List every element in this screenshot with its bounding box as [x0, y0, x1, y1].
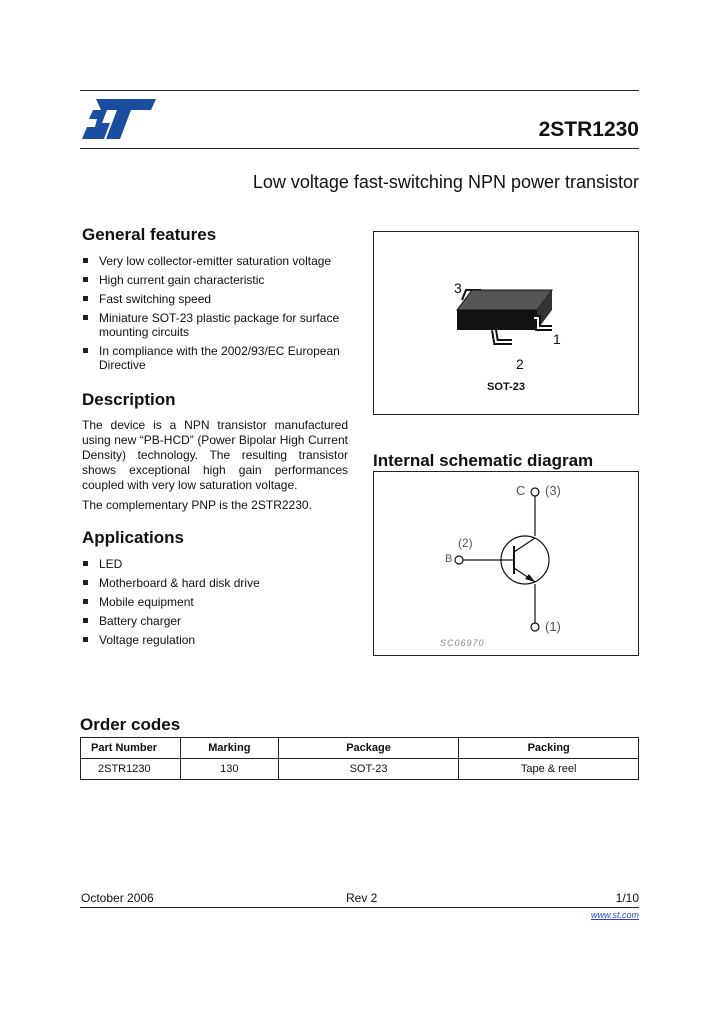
feature-item: High current gain characteristic: [82, 273, 352, 287]
st-logo: [80, 97, 158, 142]
description-heading: Description: [82, 390, 176, 409]
footer-revision: Rev 2: [346, 891, 378, 905]
order-codes-heading: Order codes: [80, 715, 181, 734]
table-cell: 130: [180, 759, 278, 780]
package-caption: SOT-23: [487, 381, 525, 393]
pin-label-3: 3: [454, 280, 462, 296]
application-item: Battery charger: [82, 614, 342, 628]
table-row: [81, 759, 639, 780]
package-figure: [373, 231, 639, 415]
description-paragraph: The device is a NPN transistor manufactured using new “PB-HCD” (Power Bipolar High Current Density) technology. The resulting transistor shows exceptional high gain performances coupled with very low saturation voltage.: [82, 418, 348, 492]
diagram-code: SC06970: [440, 638, 485, 648]
column-header: Packing: [459, 738, 639, 759]
footer-page-number: 1/10: [615, 891, 639, 905]
pin-label-1: 1: [553, 331, 561, 347]
general-features-heading: General features: [82, 225, 217, 244]
base-label: B: [445, 553, 453, 565]
emitter-pin-label: (1): [545, 619, 561, 634]
application-item: Voltage regulation: [82, 633, 342, 647]
application-item: Mobile equipment: [82, 595, 342, 609]
part-number-title: 2STR1230: [538, 118, 639, 141]
order-codes-table: [80, 737, 639, 780]
table-cell: 2STR1230: [81, 759, 181, 780]
feature-item: Miniature SOT-23 plastic package for surface mounting circuits: [82, 311, 352, 339]
complementary-note: The complementary PNP is the 2STR2230.: [82, 498, 312, 512]
website-link[interactable]: www.st.com: [590, 910, 639, 920]
collector-pin-label: (3): [545, 483, 561, 498]
column-header: Marking: [180, 738, 278, 759]
feature-item: Very low collector-emitter saturation voltage: [82, 254, 352, 268]
feature-item: In compliance with the 2002/93/EC European Directive: [82, 344, 352, 372]
column-header: Part Number: [81, 738, 181, 759]
application-item: LED: [82, 557, 342, 571]
table-cell: Tape & reel: [459, 759, 639, 780]
header-top-rule: [80, 90, 639, 91]
footer-rule: [80, 907, 639, 908]
table-cell: SOT-23: [278, 759, 459, 780]
pin-label-2: 2: [516, 356, 524, 372]
general-features-list: [82, 254, 352, 372]
applications-heading: Applications: [82, 528, 185, 547]
npn-transistor-symbol: [374, 472, 638, 655]
application-item: Motherboard & hard disk drive: [82, 576, 342, 590]
column-header: Package: [278, 738, 459, 759]
footer-date: October 2006: [81, 891, 154, 905]
feature-item: Fast switching speed: [82, 292, 352, 306]
collector-label: C: [516, 483, 526, 498]
header-bottom-rule: [80, 148, 639, 149]
table-header-row: [81, 738, 639, 759]
schematic-figure: [373, 471, 639, 656]
schematic-heading: Internal schematic diagram: [373, 451, 594, 470]
document-subtitle: Low voltage fast-switching NPN power transistor: [252, 172, 639, 192]
base-pin-label: (2): [458, 536, 473, 550]
applications-list: [82, 557, 342, 647]
